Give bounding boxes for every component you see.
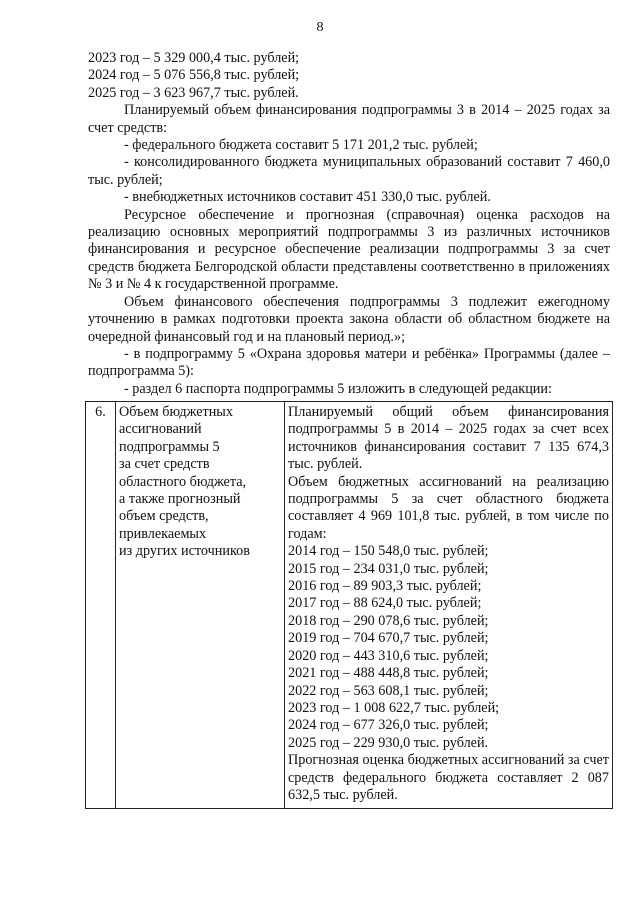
desc-regional: Объем бюджетных ассигнований на реализацию подпрограммы 5 за счет областного бюджета составляет 4 969 101,8 тыс. рублей, в том числе по годам: <box>288 473 609 542</box>
year-item: 2017 год – 88 624,0 тыс. рублей; <box>288 595 482 612</box>
paragraph-extrabudgetary: - внебюджетных источников составит 451 330,0 тыс. рублей. <box>124 189 491 206</box>
paragraph-federal-budget: - федерального бюджета составит 5 171 201,2 тыс. рублей; <box>124 137 478 154</box>
paragraph-municipal-budget: - консолидированного бюджета муниципальных образований составит 7 460,0 тыс. рублей; <box>88 154 610 188</box>
year-line: 2025 год – 3 623 967,7 тыс. рублей. <box>88 84 299 101</box>
paragraph-resource-support: Ресурсное обеспечение и прогнозная (справочная) оценка расходов на реализацию основных мероприятий подпрограммы 3 из различных источников финансирования и ресурсное обеспечение реализации подпрограммы 3 за счет средств бюджета Белгородской области представлены соответственно в приложениях № 3 и № 4 к государственной программе. <box>88 206 610 293</box>
year-item: 2016 год – 89 903,3 тыс. рублей; <box>288 578 482 595</box>
name-line: объем средств, <box>119 508 209 525</box>
year-item: 2023 год – 1 008 622,7 тыс. рублей; <box>288 699 500 716</box>
page-number: 8 <box>316 20 324 35</box>
name-line: привлекаемых <box>119 525 207 542</box>
name-line: из других источников <box>119 543 250 560</box>
year-item: 2018 год – 290 078,6 тыс. рублей; <box>288 612 489 629</box>
paragraph-section-6: - раздел 6 паспорта подпрограммы 5 изложить в следующей редакции: <box>124 380 552 397</box>
name-line: ассигнований <box>119 421 202 438</box>
paragraph-financing-plan: Планируемый объем финансирования подпрограммы 3 в 2014 – 2025 годах за счет средств: <box>88 102 610 136</box>
paragraph-annual-adjustment: Объем финансового обеспечения подпрограммы 3 подлежит ежегодному уточнению в рамках подготовки проекта закона области об областном бюджете на очередной финансовый год и на плановый период.»; <box>88 293 610 345</box>
year-item: 2024 год – 677 326,0 тыс. рублей; <box>288 717 489 734</box>
row-number: 6. <box>86 402 116 809</box>
name-line: Объем бюджетных <box>119 404 233 420</box>
passport-table <box>85 401 613 809</box>
name-line: областного бюджета, <box>119 473 247 490</box>
year-item: 2019 год – 704 670,7 тыс. рублей; <box>288 630 489 647</box>
year-item: 2014 год – 150 548,0 тыс. рублей; <box>288 543 489 560</box>
year-item: 2020 год – 443 310,6 тыс. рублей; <box>288 647 489 664</box>
name-line: подпрограммы 5 <box>119 438 220 455</box>
name-line: а также прогнозный <box>119 491 241 508</box>
year-item: 2025 год – 229 930,0 тыс. рублей. <box>288 734 489 751</box>
paragraph-subprogram-5: - в подпрограмму 5 «Охрана здоровья матери и ребёнка» Программы (далее – подпрограмма 5): <box>88 345 610 380</box>
table-row <box>86 402 613 809</box>
year-item: 2022 год – 563 608,1 тыс. рублей; <box>288 682 489 699</box>
year-line: 2023 год – 5 329 000,4 тыс. рублей; <box>88 50 300 66</box>
year-line: 2024 год – 5 076 556,8 тыс. рублей; <box>88 67 300 84</box>
row-name <box>116 402 285 809</box>
desc-federal: Прогнозная оценка бюджетных ассигнований за счет средств федерального бюджета составляет 2 087 632,5 тыс. рублей. <box>288 752 610 803</box>
year-item: 2021 год – 488 448,8 тыс. рублей; <box>288 665 489 682</box>
desc-total: Планируемый общий объем финансирования подпрограммы 5 в 2014 – 2025 годах за счет всех источников финансирования составит 7 135 674,3 тыс. рублей. <box>288 404 609 473</box>
name-line: за счет средств <box>119 456 210 473</box>
row-description <box>285 402 613 809</box>
document-body <box>88 50 610 398</box>
year-item: 2015 год – 234 031,0 тыс. рублей; <box>288 560 489 577</box>
